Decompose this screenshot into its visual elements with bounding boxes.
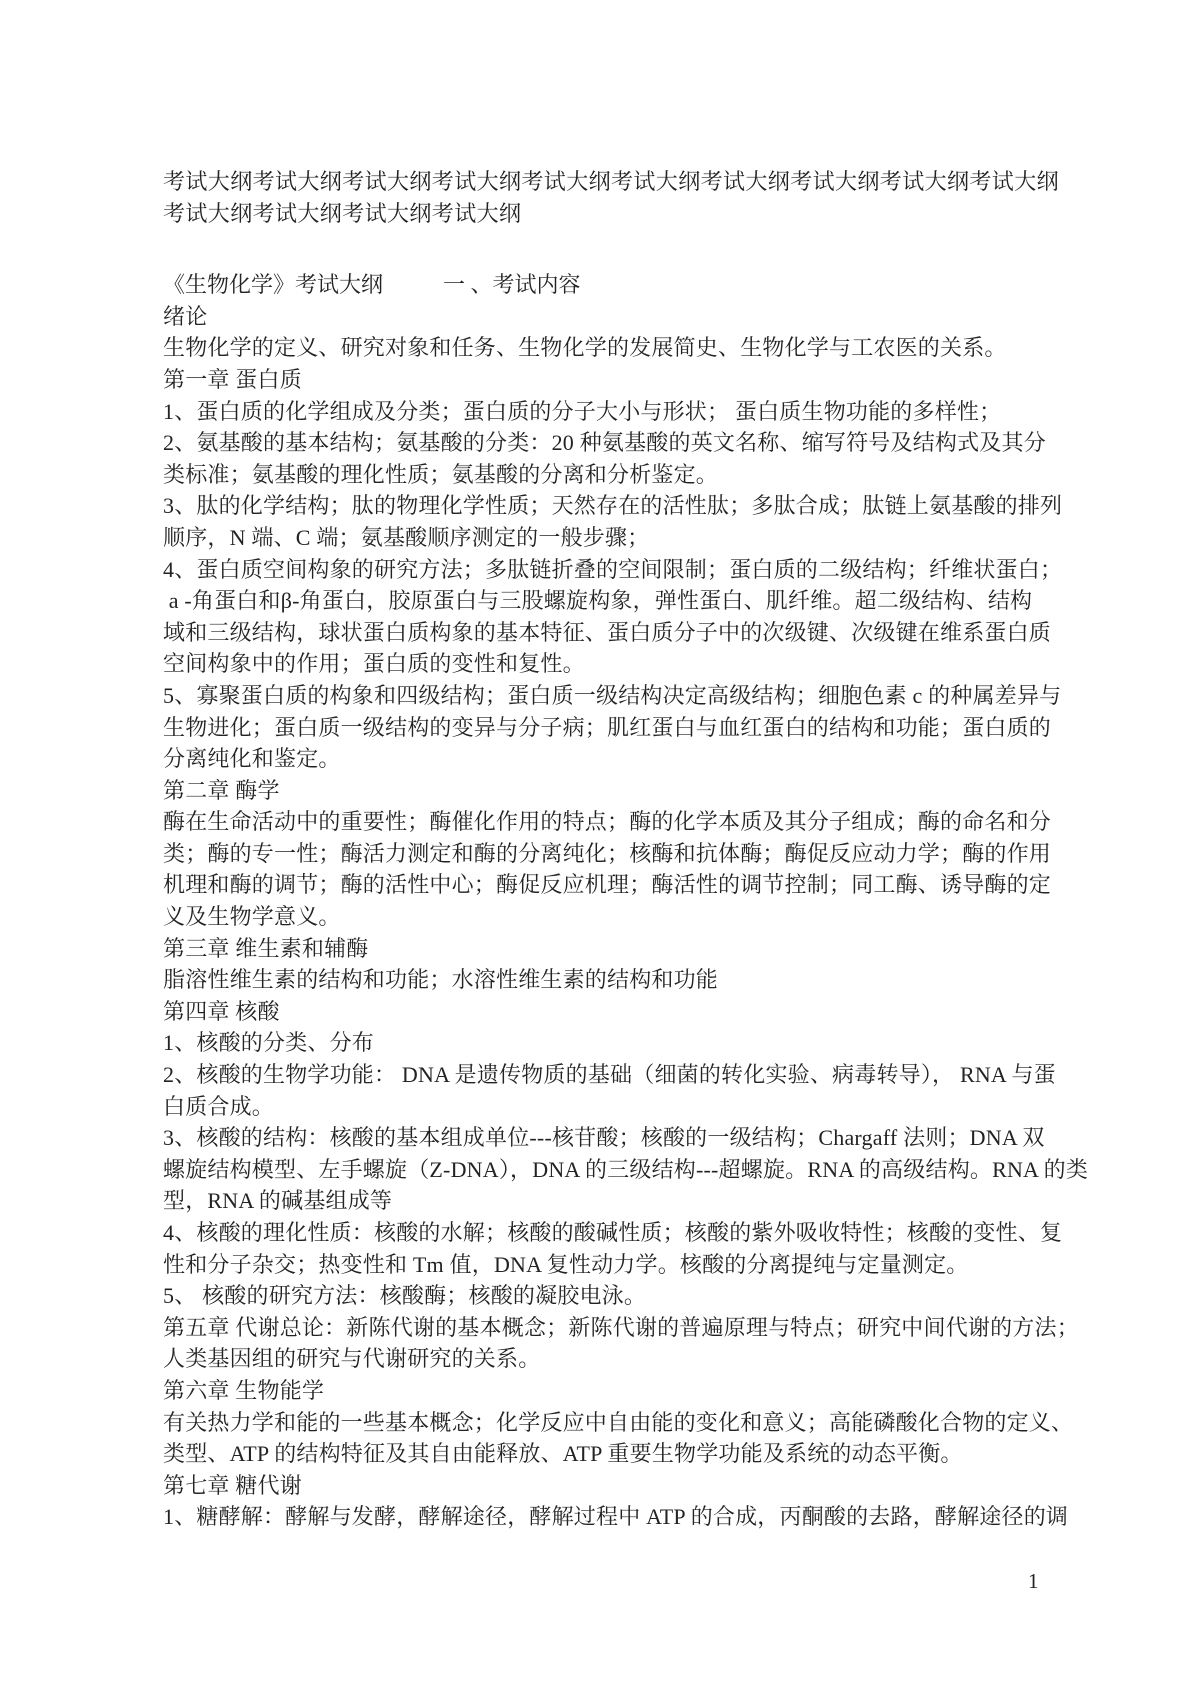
page-number: 1	[1028, 1569, 1039, 1593]
body-text-line: 人类基因组的研究与代谢研究的关系。	[163, 1346, 541, 1372]
body-text-line: 1、糖酵解：酵解与发酵，酵解途径，酵解过程中 ATP 的合成，丙酮酸的去路，酵解途径的调	[163, 1504, 1069, 1530]
document-content	[163, 166, 1089, 1533]
body-text-line: 机理和酶的调节；酶的活性中心；酶促反应机理；酶活性的调节控制；同工酶、诱导酶的定	[163, 872, 1052, 898]
body-text-line: 螺旋结构模型、左手螺旋（Z-DNA），DNA 的三级结构---超螺旋。RNA 的高级结构。RNA 的类	[163, 1156, 1089, 1182]
document-title: 《生物化学》考试大纲	[163, 272, 384, 298]
body-text-line: 4、核酸的理化性质：核酸的水解；核酸的酸碱性质；核酸的紫外吸收特性；核酸的变性、复	[163, 1220, 1063, 1245]
body-text-line: 类标准；氨基酸的理化性质；氨基酸的分离和分析鉴定。	[163, 461, 719, 487]
body-text-line: 3、核酸的结构：核酸的基本组成单位---核苷酸；核酸的一级结构；Chargaff 法则；DNA 双	[163, 1125, 1045, 1151]
body-text-line: 酶在生命活动中的重要性；酶催化作用的特点；酶的化学本质及其分子组成；酶的命名和分	[163, 809, 1052, 835]
repeated-header-text	[163, 166, 1060, 229]
body-text-line: 第六章 生物能学	[163, 1377, 325, 1403]
body-text-line: 2、氨基酸的基本结构；氨基酸的分类：20 种氨基酸的英文名称、缩写符号及结构式及其分	[163, 430, 1046, 456]
header-text-line: 考试大纲考试大纲考试大纲考试大纲考试大纲考试大纲考试大纲考试大纲考试大纲考试大纲	[163, 169, 1060, 194]
body-text-line: 型，RNA 的碱基组成等	[163, 1188, 393, 1214]
body-text-line: 域和三级结构，球状蛋白质构象的基本特征、蛋白质分子中的次级键、次级键在维系蛋白质	[163, 619, 1052, 645]
body-text-line: 3、肽的化学结构；肽的物理化学性质；天然存在的活性肽；多肽合成；肽链上氨基酸的排列	[163, 493, 1063, 519]
body-text-line: 类型、ATP 的结构特征及其自由能释放、ATP 重要生物学功能及系统的动态平衡。	[163, 1441, 963, 1467]
body-text-line: 义及生物学意义。	[163, 904, 341, 930]
body-text-line: 顺序，N 端、C 端；氨基酸顺序测定的一般步骤；	[163, 524, 650, 550]
header-text-line: 考试大纲考试大纲考试大纲考试大纲	[163, 200, 522, 226]
body-text-line: 2、核酸的生物学功能： DNA 是遗传物质的基础（细菌的转化实验、病毒转导）， RNA 与蛋	[163, 1062, 1056, 1088]
body-text-line: 生物进化；蛋白质一级结构的变异与分子病；肌红蛋白与血红蛋白的结构和功能；蛋白质的	[163, 714, 1052, 740]
body-text-line: 分离纯化和鉴定。	[163, 746, 341, 772]
body-text-line: 有关热力学和能的一些基本概念；化学反应中自由能的变化和意义；高能磷酸化合物的定义、	[163, 1409, 1074, 1435]
body-text-line: 第四章 核酸	[163, 998, 280, 1024]
body-text-line: 第三章 维生素和辅酶	[163, 935, 369, 961]
syllabus-body	[163, 301, 1089, 1533]
body-text-line: 第五章 代谢总论：新陈代谢的基本概念；新陈代谢的普遍原理与特点；研究中间代谢的方法；	[163, 1314, 1079, 1340]
body-text-line: 性和分子杂交；热变性和 Tm 值，DNA 复性动力学。核酸的分离提纯与定量测定。	[163, 1251, 969, 1277]
body-text-line: 空间构象中的作用；蛋白质的变性和复性。	[163, 651, 585, 677]
body-text-line: 类；酶的专一性；酶活力测定和酶的分离纯化；核酶和抗体酶；酶促反应动力学；酶的作用	[163, 840, 1052, 866]
body-text-line: 生物化学的定义、研究对象和任务、生物化学的发展简史、生物化学与工农医的关系。	[163, 335, 1007, 361]
body-text-line: 第七章 糖代谢	[163, 1472, 302, 1498]
body-text-line: a -角蛋白和β-角蛋白，胶原蛋白与三股螺旋构象，弹性蛋白、肌纤维。超二级结构、结构	[163, 588, 1033, 614]
body-text-line: 绪论	[163, 303, 208, 329]
document-title-line	[163, 269, 1053, 301]
body-text-line: 脂溶性维生素的结构和功能；水溶性维生素的结构和功能	[163, 967, 719, 993]
body-text-line: 5、寡聚蛋白质的构象和四级结构；蛋白质一级结构决定高级结构；细胞色素 c 的种属差异与	[163, 682, 1062, 708]
body-text-line: 5、 核酸的研究方法：核酸酶；核酸的凝胶电泳。	[163, 1283, 647, 1309]
body-text-line: 第二章 酶学	[163, 777, 280, 803]
body-text-line: 1、核酸的分类、分布	[163, 1030, 375, 1056]
body-text-line: 1、蛋白质的化学组成及分类；蛋白质的分子大小与形状； 蛋白质生物功能的多样性；	[163, 398, 1002, 424]
body-text-line: 白质合成。	[163, 1093, 275, 1119]
section-heading-exam-content: 一 、考试内容	[443, 272, 581, 298]
blank-space	[163, 229, 1053, 269]
body-text-line: 4、蛋白质空间构象的研究方法；多肽链折叠的空间限制；蛋白质的二级结构；纤维状蛋白；	[163, 556, 1063, 582]
body-text-line: 第一章 蛋白质	[163, 366, 302, 392]
